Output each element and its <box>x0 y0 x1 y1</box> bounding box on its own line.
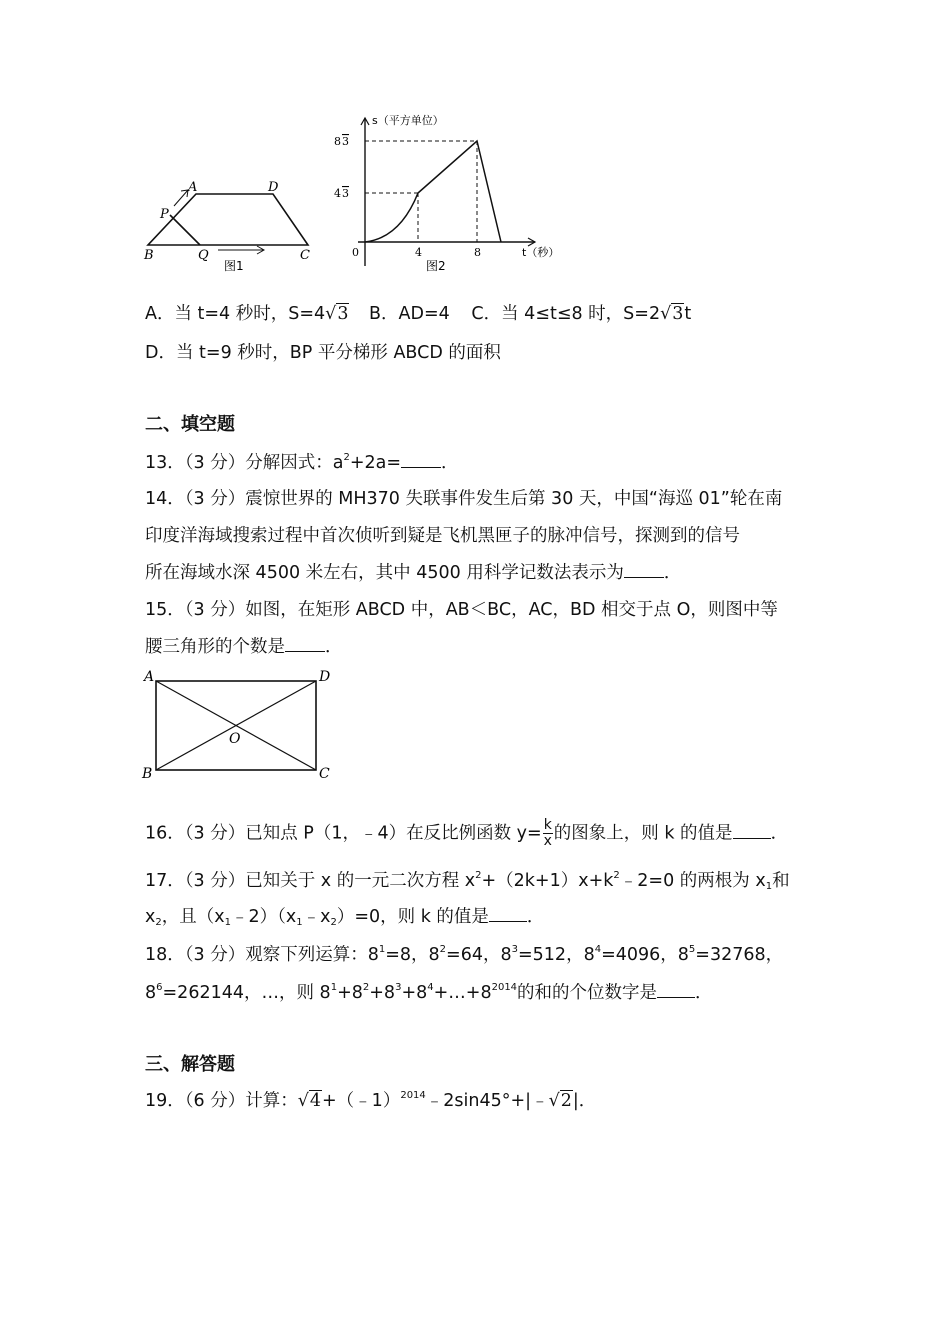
question-14-line2: 印度洋海域搜索过程中首次侦听到疑是飞机黑匣子的脉冲信号，探测到的信号 <box>145 526 740 546</box>
option-b: B．AD=4 <box>369 304 450 324</box>
rect-label-b: B <box>142 766 153 782</box>
question-14-line3: 所在海域水深 4500 米左右，其中 4500 用科学记数法表示为 ． <box>145 563 682 583</box>
figure1-trapezoid <box>138 178 318 274</box>
label-c: C <box>300 248 310 263</box>
answer-blank-16[interactable] <box>733 822 771 839</box>
question-17-line2: $x_2$，且$(x_1﹣2)(x_1﹣x_2)=0$，则 k 的值是 ． <box>145 907 545 928</box>
y-tick-8-rad: 3 <box>342 135 349 148</box>
y-tick-4-rad: 3 <box>342 187 349 200</box>
x-tick-8: 8 <box>474 246 481 259</box>
label-p: P <box>160 207 169 222</box>
answer-blank-18[interactable] <box>657 981 695 998</box>
y-tick-4-coef: 4 <box>334 187 341 200</box>
figure1-caption: 图1 <box>224 259 244 273</box>
question-16: 16．（3 分）已知点 P（1，﹣4）在反比例函数 y= $\frac{k}{x}$ 的图象上，则 k 的值是 ． <box>145 817 789 849</box>
label-a: A <box>188 180 198 195</box>
sqrt-2-radicand: 2 <box>560 1091 572 1111</box>
figure2-graph <box>330 110 580 275</box>
sqrt-4-radicand: 4 <box>309 1091 322 1111</box>
question-18-line1: 18．（3 分）观察下列运算：$8^1=8$，$8^2=64$，$8^3=512$，$8^4=4096$，$8^5=32768$， <box>145 944 784 965</box>
rect-label-a: A <box>144 669 155 685</box>
answer-blank-17[interactable] <box>489 905 527 922</box>
x-axis-label: t（秒） <box>522 246 560 259</box>
answer-blank-13[interactable] <box>401 451 441 468</box>
option-a-radicand: 3 <box>337 304 349 324</box>
question-19: 19．（6 分）计算：√4+（﹣1）$^{2014}$﹣2sin45°+|﹣√2|． <box>145 1090 597 1111</box>
section3-title: 三、解答题 <box>145 1054 235 1075</box>
option-a-text: A．当 t=4 秒时，S=4 <box>145 304 326 324</box>
question-15-line1: 15．（3 分）如图，在矩形 ABCD 中，AB＜BC，AC，BD 相交于点 O，则图中等 <box>145 600 778 620</box>
option-c-text: C．当 4≤t≤8 时，S=2 <box>471 304 661 324</box>
question-13: 13．（3 分）分解因式：$a^2+2a=$ ． <box>145 452 459 473</box>
label-q: Q <box>198 248 209 263</box>
answer-blank-15[interactable] <box>285 635 325 652</box>
question-18-line2: $8^6=262144$，…，则 $8^1+8^2+8^3+8^4+\dots+8^{2014}$的和的个位数字是 ． <box>145 982 713 1003</box>
trapezoid-outline <box>148 194 308 245</box>
section2-title: 二、填空题 <box>145 414 235 435</box>
y-axis-label: s（平方单位） <box>372 114 444 127</box>
x-tick-4: 4 <box>415 246 422 259</box>
graph-curve <box>365 141 501 242</box>
label-d: D <box>268 180 279 195</box>
segment-pq <box>170 215 200 245</box>
option-d: D．当 t=9 秒时，BP 平分梯形 ABCD 的面积 <box>145 343 501 363</box>
label-b: B <box>144 248 154 263</box>
rect-label-o: O <box>229 731 241 747</box>
option-c-suffix: t <box>684 304 692 324</box>
origin-label: 0 <box>352 246 359 259</box>
option-c-radicand: 3 <box>672 304 684 324</box>
rect-label-d: D <box>319 669 331 685</box>
figure3-rectangle <box>138 665 338 783</box>
answer-blank-14[interactable] <box>624 561 664 578</box>
rect-label-c: C <box>319 766 330 782</box>
options-abc: A．当 t=4 秒时，S=4√3 B．AD=4 C．当 4≤t≤8 时，S=2√3t <box>145 304 692 324</box>
figure2-caption: 图2 <box>426 259 446 273</box>
question-15-line2: 腰三角形的个数是 ． <box>145 637 343 657</box>
question-17-line1: 17．（3 分）已知关于 x 的一元二次方程 $x^2+(2k+1)x+k^2﹣2=0$ 的两根为 $x_1$和 <box>145 870 790 892</box>
question-14-line1: 14．（3 分）震惊世界的 MH370 失联事件发生后第 30 天，中国“海巡 01”轮在南 <box>145 489 783 509</box>
y-tick-8-coef: 8 <box>334 135 341 148</box>
fraction-k-over-x: $\frac{k}{x}$ <box>543 817 552 849</box>
